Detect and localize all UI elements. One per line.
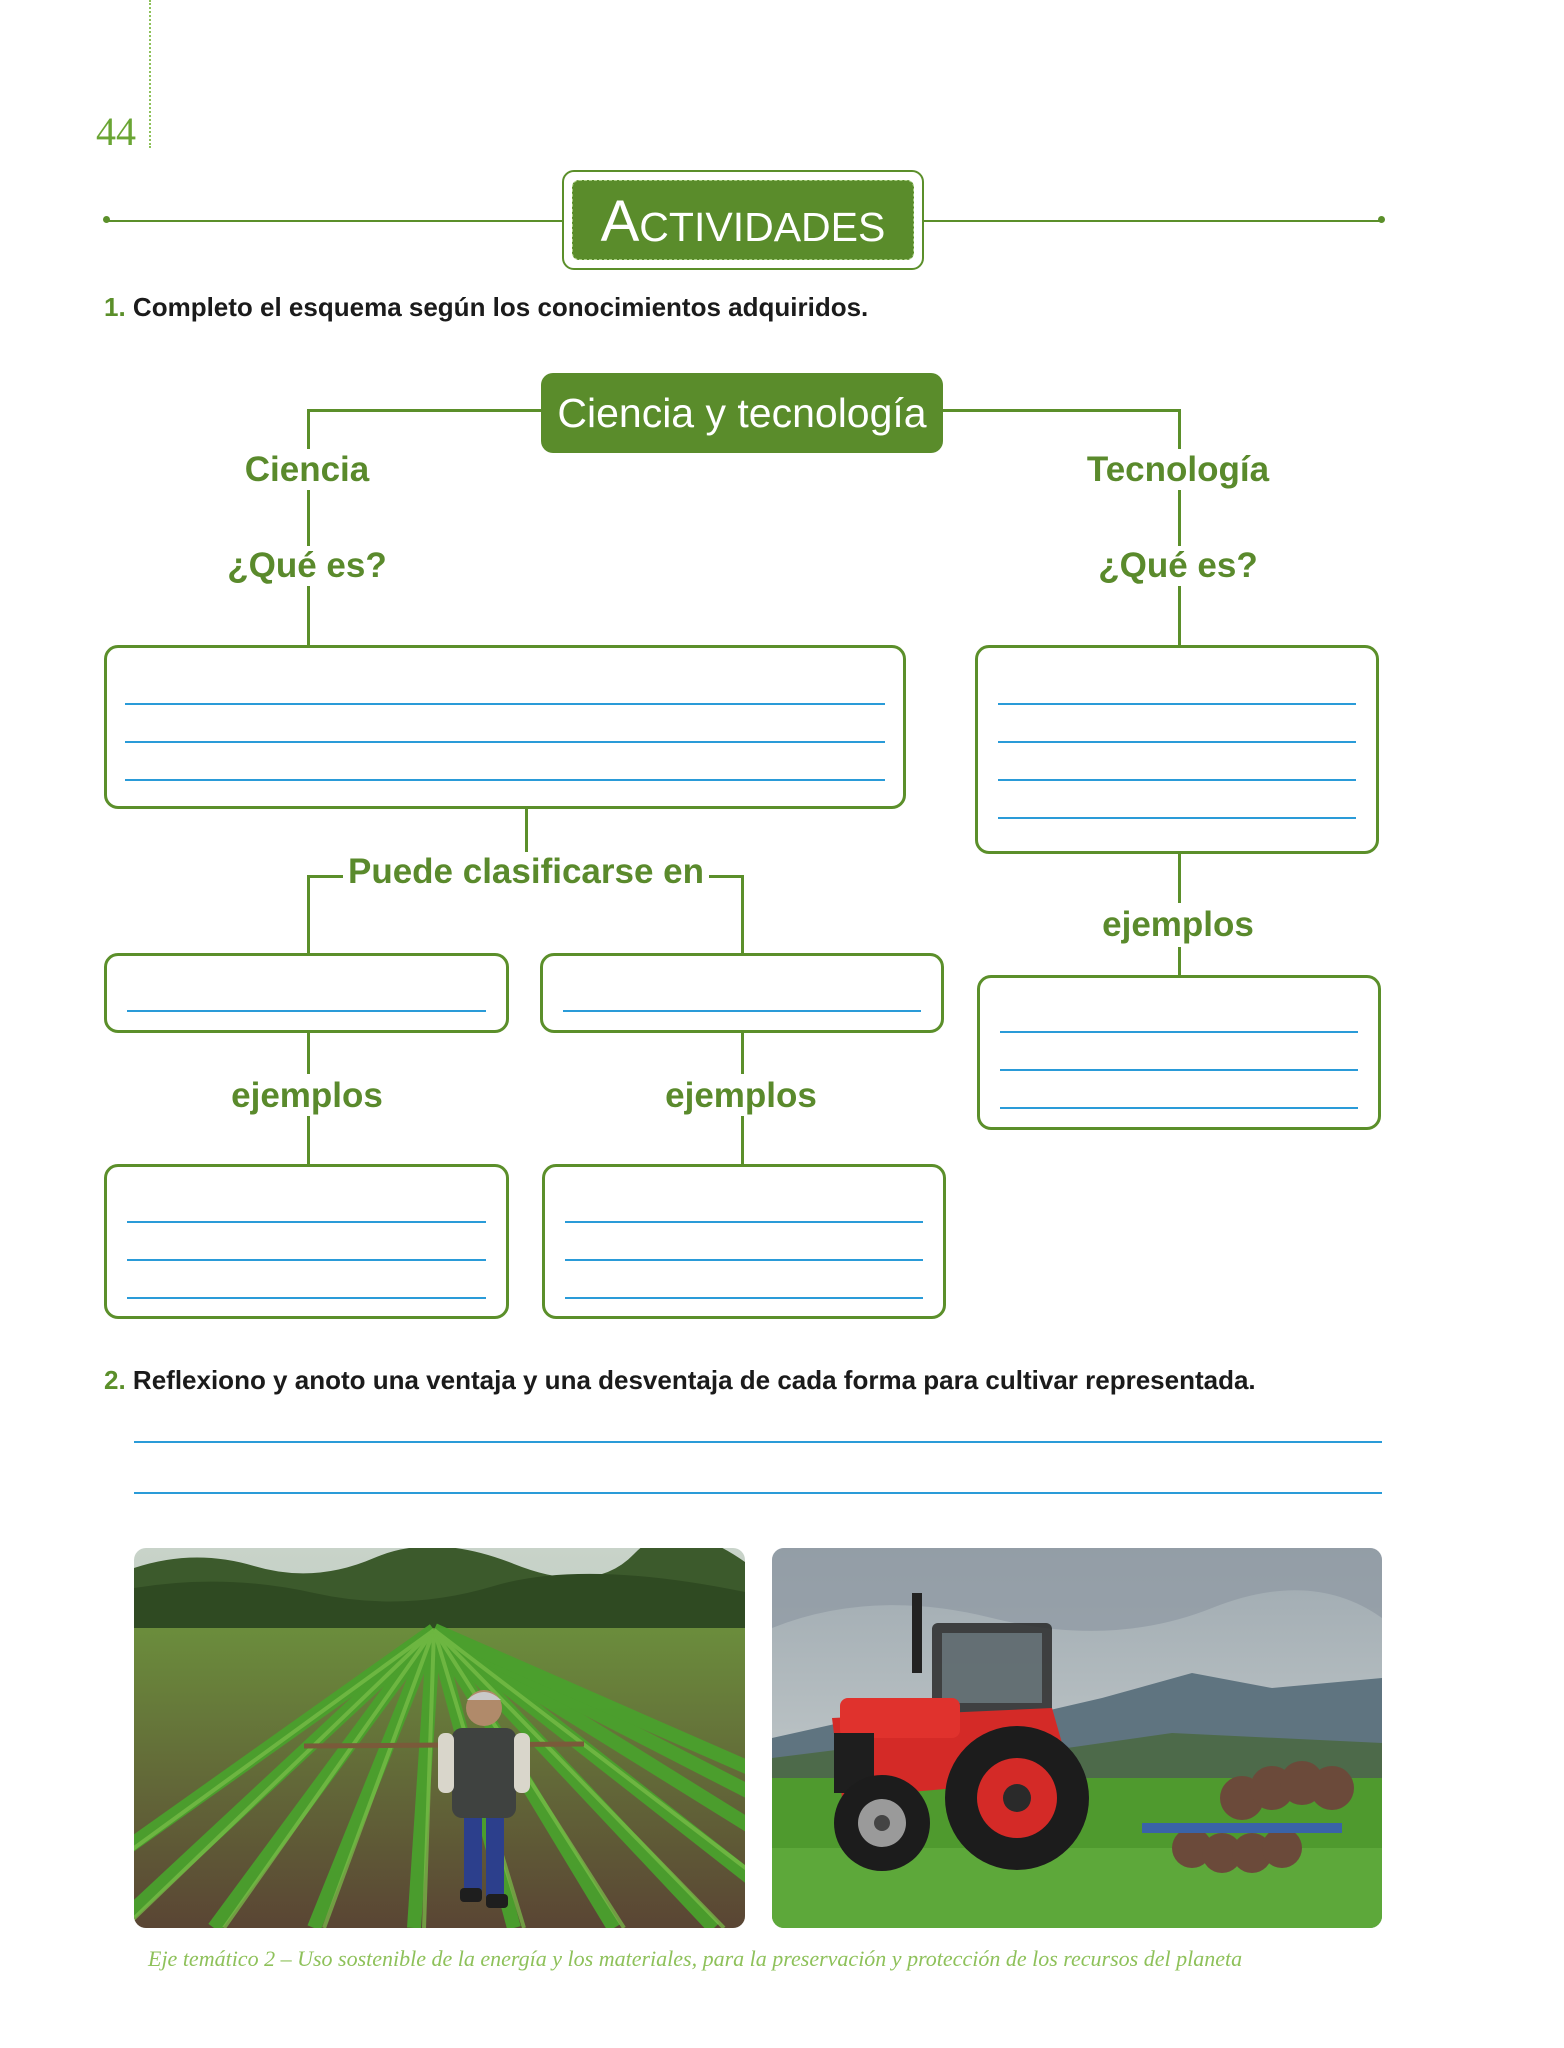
photo-red-tractor [772,1548,1382,1928]
answer-line [565,1297,923,1299]
connector-classify-right [708,875,744,878]
answer-box-tecnologia-definition[interactable] [975,645,1379,854]
diagram-root-node: Ciencia y tecnología [541,373,943,453]
activity-1-number: 1. [104,292,126,322]
connector-root-right [941,409,1181,412]
label-ejemplos-right: ejemplos [1083,905,1273,945]
answer-line [998,703,1356,705]
connector-classify-left [307,875,343,878]
answer-line [125,779,885,781]
connector-box-classify [525,808,528,852]
activity-2-text: Reflexiono y anoto una ventaja y una desventaja de cada forma para cultivar representada. [132,1365,1256,1395]
tractor-illustration [772,1548,1382,1928]
connector-middle-examples-bottom [741,1116,744,1166]
answer-line [125,741,885,743]
answer-line [1000,1031,1358,1033]
activity-2-answer-line-2[interactable] [134,1492,1382,1494]
answer-box-classification-2[interactable] [540,953,944,1033]
connector-right-down [1178,409,1181,449]
photo-farmer-hoe [134,1548,745,1928]
answer-line [1000,1107,1358,1109]
answer-box-ciencia-definition[interactable] [104,645,906,809]
label-que-es-left: ¿Qué es? [212,546,402,586]
answer-box-examples-1[interactable] [104,1164,509,1319]
section-title: Actividades [572,180,914,260]
connector-right-examples-bottom [1178,947,1181,977]
answer-line [127,1221,486,1223]
section-title-badge [562,170,924,270]
label-ejemplos-left: ejemplos [212,1076,402,1116]
answer-line [998,741,1356,743]
connector-tecnologia-question [1178,490,1181,546]
connector-middle-examples-top [741,1032,744,1074]
answer-line [565,1259,923,1261]
header-rule-dot-right [1378,216,1385,223]
header-rule-dot-left [103,216,110,223]
answer-line [998,779,1356,781]
connector-left-down [307,409,310,449]
connector-question-box-right [1178,582,1181,646]
answer-line [1000,1069,1358,1071]
activity-1-text: Completo el esquema según los conocimientos adquiridos. [132,292,869,322]
connector-ciencia-question [307,490,310,546]
answer-line [998,817,1356,819]
page-number: 44 [96,109,136,154]
answer-line [127,1010,486,1012]
label-ciencia: Ciencia [225,450,389,490]
label-tecnologia: Tecnología [1072,450,1284,490]
connector-classify-left-down [307,875,310,955]
activity-1-instruction [104,292,868,323]
footer-thematic-axis: Eje temático 2 – Uso sostenible de la energía y los materiales, para la preservación y protección de los recursos del planeta [148,1946,1243,1971]
answer-line [125,703,885,705]
connector-classify-right-down [741,875,744,955]
answer-box-classification-1[interactable] [104,953,509,1033]
label-puede-clasificarse: Puede clasificarse en [343,852,709,892]
activity-2-number: 2. [104,1365,126,1395]
activity-2-answer-line-1[interactable] [134,1441,1382,1443]
answer-box-examples-2[interactable] [542,1164,946,1319]
farmer-illustration [134,1548,745,1928]
page-margin-dotted-line [149,0,151,148]
connector-question-box-left [307,582,310,646]
header-rule-right [922,220,1382,222]
answer-line [127,1259,486,1261]
connector-root-left [307,409,543,412]
answer-line [565,1221,923,1223]
answer-line [563,1010,921,1012]
answer-line [127,1297,486,1299]
connector-right-examples-top [1178,853,1181,903]
header-rule-left [106,220,564,222]
label-que-es-right: ¿Qué es? [1083,546,1273,586]
label-ejemplos-middle: ejemplos [646,1076,836,1116]
activity-2-instruction [104,1365,1256,1396]
connector-left-examples-bottom [307,1116,310,1166]
connector-left-examples-top [307,1032,310,1074]
answer-box-tecnologia-examples[interactable] [977,975,1381,1130]
